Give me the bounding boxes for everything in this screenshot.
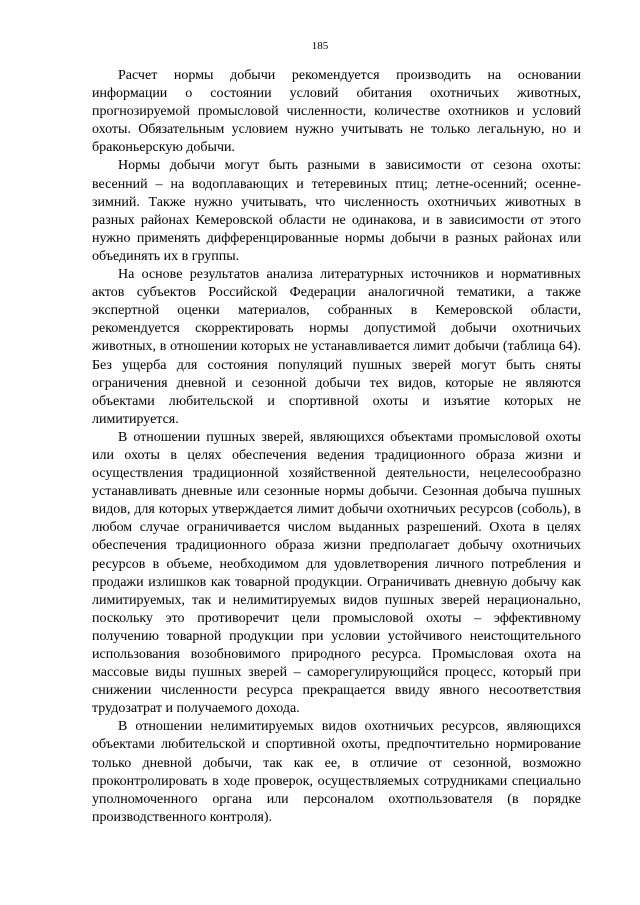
paragraph-fur-animals: В отношении пушных зверей, являющихся объектами промысловой охоты или охоты в целях обеспечения ведения традиционного образа жизни и осуществления традиционной хозяйственной деятельности, нецелесообразно устанавливать дневные или сезонные нормы добычи. Сезонная добыча пушных видов, для которых утверждается лимит добычи охотничьих ресурсов (соболь), в любом случае ограничивается числом выданных разрешений. Охота в целях обеспечения традиционного образа жизни предполагает добычу охотничьих ресурсов в объеме, необходимом для удовлетворения личного потребления и продажи излишков как товарной продукции. Ограничивать дневную добычу как лимитируемых, так и нелимитируемых видов пушных зверей нерационально, поскольку это противоречит цели промысловой охоты – эффективному получению товарной продукции при условии устойчивого неистощительного использования возобновимого природного ресурса. Промысловая охота на массовые виды пушных зверей – саморегулирующийся процесс, который при снижении численности ресурса прекращается ввиду явного несоответствия трудозатрат и получаемого дохода. (92, 429, 581, 717)
body-text (92, 67, 581, 827)
paragraph-harvest-norm-calculation: Расчет нормы добычи рекомендуется производить на основании информации о состоянии условий обитания охотничьих животных, прогнозируемой промысловой численности, количестве охотников и условий охоты. Обязательным условием нужно учитывать не только легальную, но и браконьерскую добычи. (92, 68, 581, 156)
paragraph-norm-adjustment: На основе результатов анализа литературных источников и нормативных актов субъектов Российской Федерации аналогичной тематики, а также экспертной оценки материалов, собранных в Кемеровской области, рекомендуется скорректировать нормы допустимой добычи охотничьих животных, в отношении которых не устанавливается лимит добычи (таблица 64). Без ущерба для состояния популяций пушных зверей могут быть сняты ограничения дневной и сезонной добычи тех видов, которые не являются объектами любительской и спортивной охоты и изъятие которых не лимитируется. (92, 267, 581, 427)
paragraph-seasonal-norms: Нормы добычи могут быть разными в зависимости от сезона охоты: весенний – на водоплавающих и тетеревиных птиц; летне-осенний; осенне-зимний. Также нужно учитывать, что численность охотничьих животных в разных районах Кемеровской области не одинакова, и в зависимости от этого нужно применять дифференцированные нормы добычи в разных районах или объединять их в группы. (92, 158, 581, 264)
page-number: 185 (311, 40, 329, 52)
paragraph-unlimited-species: В отношении нелимитируемых видов охотничьих ресурсов, являющихся объектами любительской и спортивной охоты, предпочтительно нормирование только дневной добычи, так как ее, в отличие от сезонной, возможно проконтролировать в ходе проверок, осуществляемых сотрудниками специально уполномоченного органа или персоналом охотпользователя (в порядке производственного контроля). (92, 719, 581, 825)
